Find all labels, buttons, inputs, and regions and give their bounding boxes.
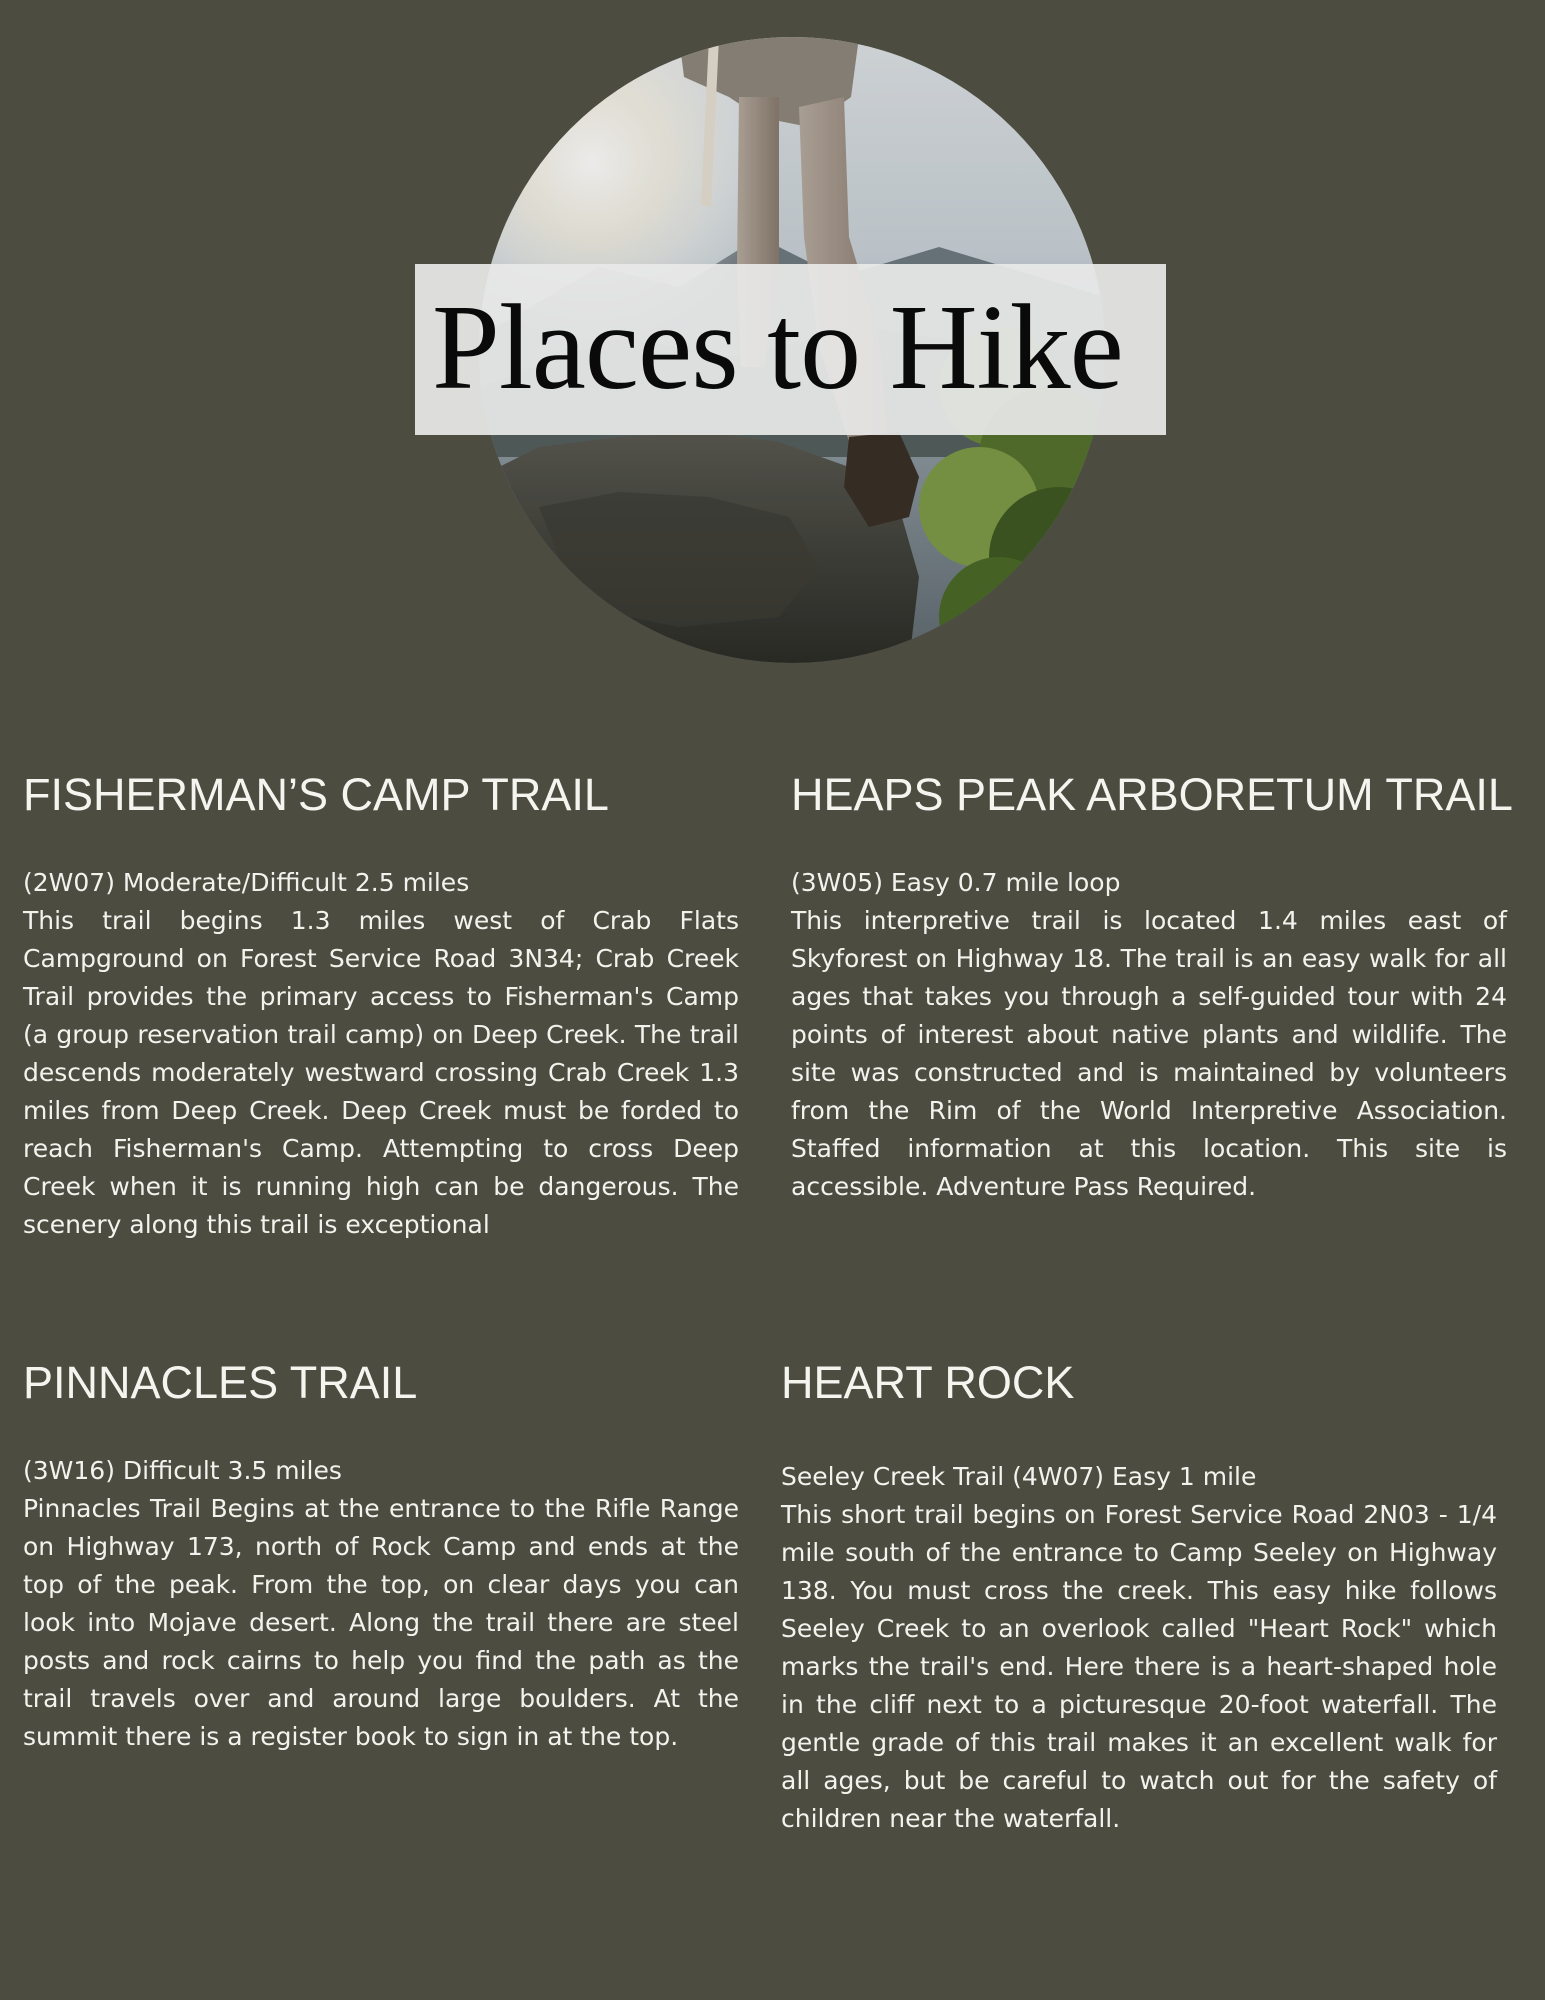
trail-description: Pinnacles Trail Begins at the entrance to the Rifle Range on Highway 173, north of Rock Camp and ends at the top of the peak. From the top, on clear days you can look into Mojave desert. Along the trail there are steel posts and rock cairns to help you find the path as the trail travels over and around large boulders. At the summit there is a register book to sign in at the top. [23, 1494, 739, 1751]
trail-description: This short trail begins on Forest Service Road 2N03 - 1/4 mile south of the entrance to Camp Seeley on Highway 138. You must cross the creek. This easy hike follows Seeley Creek to an overlook called "Heart Rock" which marks the trail's end. Here there is a heart-shaped hole in the cliff next to a picturesque 20-foot waterfall. The gentle grade of this trail makes it an excellent walk for all ages, but be careful to watch out for the safety of children near the waterfall. [781, 1500, 1497, 1833]
trail-meta: (2W07) Moderate/Difficult 2.5 miles [23, 868, 470, 897]
trail-section-pinnacles [23, 1356, 739, 1756]
trail-heading: HEAPS PEAK ARBORETUM TRAIL [791, 769, 1513, 820]
trail-meta: Seeley Creek Trail (4W07) Easy 1 mile [781, 1462, 1257, 1491]
trail-meta: (3W05) Easy 0.7 mile loop [791, 868, 1121, 897]
trail-description: This trail begins 1.3 miles west of Crab Flats Campground on Forest Service Road 3N34; Crab Creek Trail provides the primary access to Fisherman's Camp (a group reservation trail camp) on Deep Creek. The trail descends moderately westward crossing Crab Creek 1.3 miles from Deep Creek. Deep Creek must be forded to reach Fisherman's Camp. Attempting to cross Deep Creek when it is running high can be dangerous. The scenery along this trail is exceptional [23, 906, 739, 1239]
page-title: Places to Hike [432, 280, 1123, 415]
trail-meta: (3W16) Difficult 3.5 miles [23, 1456, 342, 1485]
trail-heading: FISHERMAN’S CAMP TRAIL [23, 769, 609, 820]
trail-section-heart-rock [781, 1356, 1497, 1838]
trail-description: This interpretive trail is located 1.4 miles east of Skyforest on Highway 18. The trail is an easy walk for all ages that takes you through a self-guided tour with 24 points of interest about native plants and wildlife. The site was constructed and is maintained by volunteers from the Rim of the World Interpretive Association. Staffed information at this location. This site is accessible. Adventure Pass Required. [791, 906, 1507, 1201]
trail-heading: HEART ROCK [781, 1357, 1075, 1408]
hero-header [0, 0, 1545, 700]
trail-section-fishermans-camp [23, 768, 739, 1244]
trail-section-heaps-peak [791, 768, 1513, 1206]
trail-heading: PINNACLES TRAIL [23, 1357, 418, 1408]
